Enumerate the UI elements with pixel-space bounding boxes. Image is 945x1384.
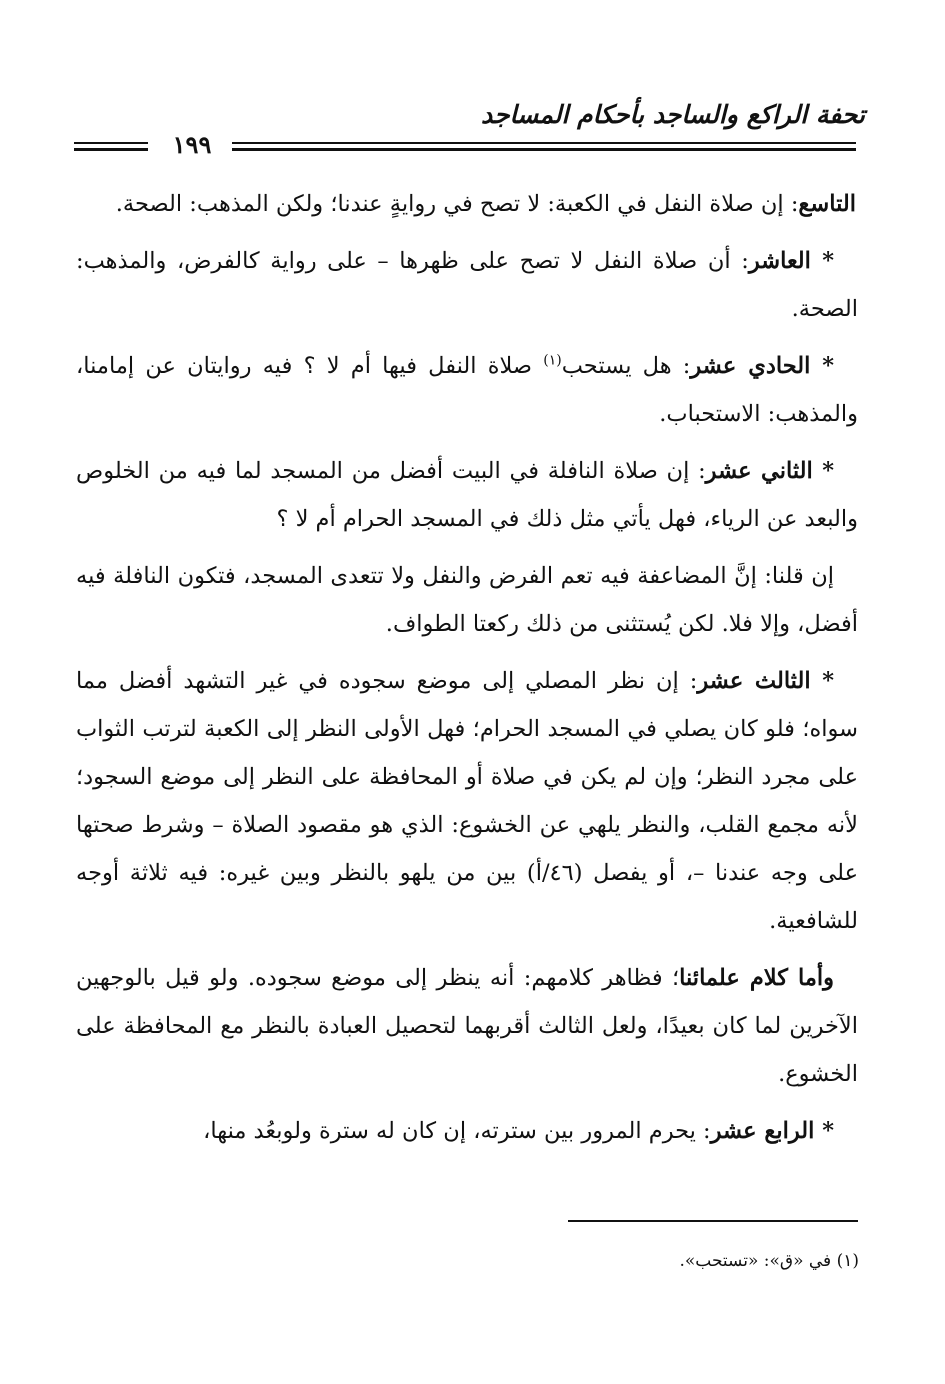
paragraph-lead: الرابع عشر xyxy=(710,1118,815,1144)
header-rule-right xyxy=(232,142,856,151)
paragraph-lead: الثاني عشر xyxy=(705,458,813,484)
paragraph-eleventh xyxy=(76,342,858,438)
star-marker: * xyxy=(814,1118,834,1144)
paragraph-text: : يحرم المرور بين سترته، إن كان له سترة ولوبعُد منها، xyxy=(203,1118,711,1144)
paragraph-scholars xyxy=(76,954,858,1098)
paragraph-fourteenth xyxy=(76,1107,858,1155)
paragraph-if-we-say xyxy=(76,552,858,648)
paragraph-text: : إن نظر المصلي إلى موضع سجوده في غير التشهد أفضل مما سواه؛ فلو كان يصلي في المسجد الحرام؛ فهل الأولى النظر إلى الكعبة لترتب الثواب على مجرد النظر؛ وإن لم يكن في صلاة أو المحافظة على النظر إلى موضع السجود؛ لأنه مجمع القلب، والنظر يلهي عن الخشوع: الذي هو مقصود الصلاة – وشرط صحتها على وجه عندنا –، أو يفصل (٤٦/أ) بين من يلهو بالنظر وبين غيره: فيه ثلاثة أوجه للشافعية. xyxy=(76,668,858,934)
footnote-reference[interactable]: (١) xyxy=(543,352,562,369)
paragraph-text: صلاة النفل فيها أم لا ؟ فيه روايتان عن إمامنا، والمذهب: الاستحباب. xyxy=(76,353,858,427)
paragraph-text: ؛ فظاهر كلامهم: أنه ينظر إلى موضع سجوده. ولو قيل بالوجهين الآخرين لما كان بعيدًا، ولعل الثالث أقربهما لتحصيل العبادة بالنظر مع المحافظة على الخشوع. xyxy=(76,965,858,1087)
star-marker: * xyxy=(810,668,834,694)
paragraph-tenth xyxy=(76,237,858,333)
paragraph-text: إن قلنا: إنَّ المضاعفة فيه تعم الفرض والنفل ولا تتعدى المسجد، فتكون النافلة فيه أفضل، وإلا فلا. لكن يُستثنى من ذلك ركعتا الطواف. xyxy=(76,563,858,637)
paragraph-twelfth xyxy=(76,447,858,543)
body-text xyxy=(76,180,858,1164)
paragraph-lead: الثالث عشر xyxy=(697,668,811,694)
paragraph-text: : هل يستحب xyxy=(561,353,691,379)
footnote: (١) في «ق»: «تستحب». xyxy=(679,1251,859,1271)
paragraph-text: : إن صلاة النفل في الكعبة: لا تصح في روايةٍ عندنا؛ ولكن المذهب: الصحة. xyxy=(115,191,799,217)
star-marker: * xyxy=(810,248,834,274)
paragraph-lead: وأما كلام علمائنا xyxy=(679,965,835,991)
footnote-separator xyxy=(568,1220,858,1222)
header-rule-left xyxy=(74,142,148,151)
paragraph-lead: العاشر xyxy=(748,248,811,274)
paragraph-text: : إن صلاة النافلة في البيت أفضل من المسجد لما فيه من الخلوص والبعد عن الرياء، فهل يأتي مثل ذلك في المسجد الحرام أم لا ؟ xyxy=(76,458,858,532)
star-marker: * xyxy=(810,353,834,379)
paragraph-lead: التاسع xyxy=(798,191,856,217)
paragraph-ninth xyxy=(76,180,858,228)
paragraph-lead: الحادي عشر xyxy=(690,353,811,379)
page-number: ١٩٩ xyxy=(172,130,212,159)
paragraph-text: : أن صلاة النفل لا تصح على ظهرها – على رواية كالفرض، والمذهب: الصحة. xyxy=(76,248,858,322)
paragraph-thirteenth xyxy=(76,657,858,945)
star-marker: * xyxy=(812,458,834,484)
running-title: تحفة الراكع والساجد بأحكام المساجد xyxy=(480,100,865,129)
